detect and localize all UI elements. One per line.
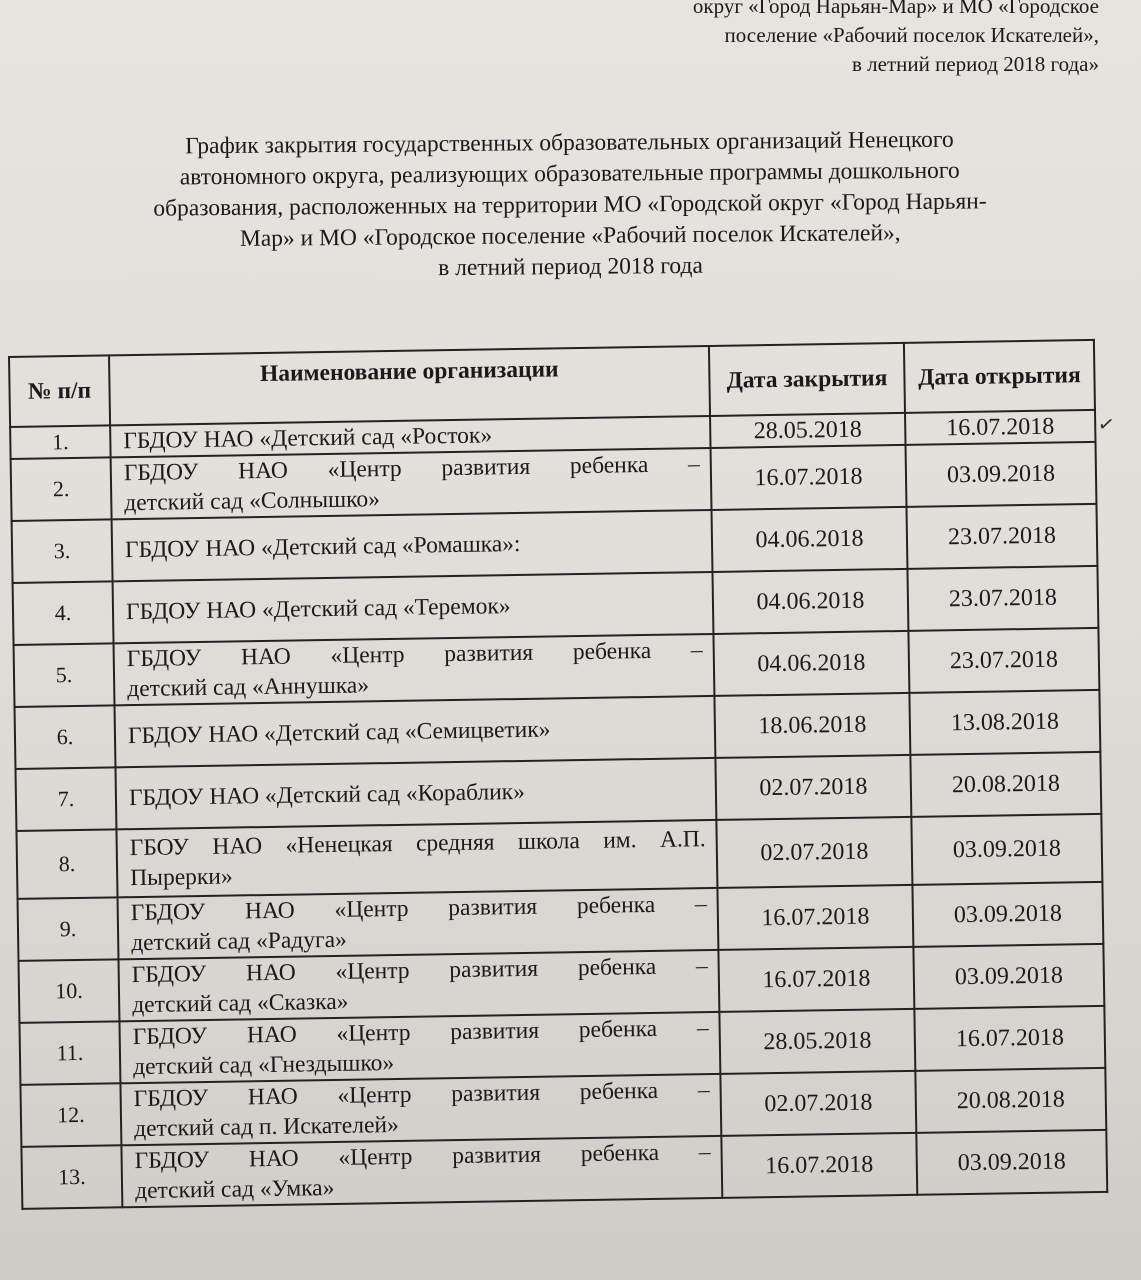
organization-name-line: детский сад «Гнездышко» — [132, 1050, 395, 1081]
row-number: 11. — [19, 1021, 120, 1085]
row-number: 8. — [16, 829, 117, 899]
organization-name — [116, 820, 717, 897]
row-number: 7. — [15, 767, 116, 831]
organization-name-line: ГБДОУ НАО «Центр развития ребенка – — [131, 953, 708, 989]
organization-name — [115, 758, 716, 829]
document-title — [59, 124, 1080, 288]
organization-name-line: ГБДОУ НАО «Детский сад «Росток» — [123, 422, 493, 455]
organization-name-line: ГБДОУ НАО «Центр развития ребенка – — [130, 891, 707, 927]
organization-name — [112, 510, 713, 581]
header-line: округ «Город Нарьян-Мар» и МО «Городское — [692, 0, 1099, 18]
open-date: 13.08.2018 — [909, 690, 1100, 755]
header-close-date: Дата закрытия — [709, 343, 905, 416]
organization-name — [118, 888, 719, 959]
open-date: 03.09.2018 — [912, 882, 1103, 947]
row-number: 13. — [21, 1145, 122, 1209]
row-number: 2. — [11, 457, 112, 521]
row-number: 12. — [20, 1083, 121, 1147]
organization-name — [114, 634, 715, 705]
organization-name — [118, 950, 719, 1021]
schedule-table — [8, 339, 1108, 1210]
close-date: 16.07.2018 — [721, 1133, 917, 1198]
row-number: 10. — [19, 959, 120, 1023]
row-number: 4. — [13, 581, 114, 645]
organization-name — [119, 1012, 720, 1083]
header-number: № п/п — [9, 355, 110, 427]
close-date: 02.07.2018 — [716, 817, 912, 888]
organization-name-line: ГБДОУ НАО «Центр развития ребенка – — [132, 1015, 709, 1051]
close-date: 04.06.2018 — [713, 631, 909, 696]
header-line: в летний период 2018 года» — [852, 52, 1099, 76]
organization-name-line: детский сад «Аннушка» — [127, 672, 370, 703]
row-number: 9. — [18, 897, 119, 961]
checkmark-icon: ✓ — [1096, 410, 1117, 438]
organization-name-line: Пырерки» — [130, 863, 233, 892]
open-date: 03.09.2018 — [913, 944, 1104, 1009]
open-date: 16.07.2018 — [914, 1006, 1105, 1071]
close-date: 04.06.2018 — [712, 507, 908, 572]
header-open-date: Дата открытия — [904, 340, 1095, 413]
open-date: 20.08.2018 — [915, 1068, 1106, 1133]
organization-name-line: детский сад п. Искателей» — [133, 1111, 399, 1143]
title-line: Мар» и МО «Городское поселение «Рабочий поселок Искателей», — [239, 220, 901, 252]
organization-name-line: детский сад «Радуга» — [131, 926, 347, 957]
open-date: 20.08.2018 — [910, 752, 1101, 817]
title-line: График закрытия государственных образовательных организаций Ненецкого — [185, 126, 954, 160]
open-date: 03.09.2018 — [911, 814, 1102, 885]
open-date: 23.07.2018 — [908, 628, 1099, 693]
close-date: 16.07.2018 — [717, 885, 913, 950]
table-body — [10, 410, 1107, 1209]
close-date: 28.05.2018 — [710, 413, 905, 448]
organization-name-line: ГБДОУ НАО «Центр развития ребенка – — [133, 1077, 710, 1113]
organization-name-line: детский сад «Умка» — [134, 1174, 335, 1205]
open-date: 23.07.2018 — [907, 566, 1098, 631]
row-number: 3. — [12, 519, 113, 583]
organization-name-line: ГБДОУ НАО «Детский сад «Ромашка»: — [124, 530, 521, 564]
organization-name-line: ГБДОУ НАО «Центр развития ребенка – — [134, 1139, 711, 1175]
close-date: 16.07.2018 — [711, 445, 907, 510]
organization-name-line: ГБОУ НАО «Ненецкая средняя школа им. А.П. — [129, 826, 706, 862]
title-line: образования, расположенных на территории МО «Городской округ «Город Нарьян- — [153, 188, 987, 222]
organization-name-line: ГБДОУ НАО «Детский сад «Теремок» — [125, 593, 511, 626]
organization-name — [115, 696, 716, 767]
close-date: 02.07.2018 — [720, 1071, 916, 1136]
row-number: 5. — [14, 643, 115, 707]
organization-name-line: ГБДОУ НАО «Центр развития ребенка – — [123, 451, 700, 487]
row-number: 1. — [10, 425, 110, 459]
schedule-table-wrapper — [8, 339, 1111, 1210]
open-date: 03.09.2018 — [916, 1130, 1107, 1195]
close-date: 16.07.2018 — [718, 947, 914, 1012]
organization-name — [120, 1074, 721, 1145]
open-date: 03.09.2018 — [906, 442, 1097, 507]
row-number: 6. — [15, 705, 116, 769]
organization-name-line: ГБДОУ НАО «Центр развития ребенка – — [126, 637, 703, 673]
header-reference — [693, 0, 1099, 79]
header-line: поселение «Рабочий поселок Искателей», — [724, 23, 1099, 47]
organization-name-line: детский сад «Солнышко» — [124, 486, 381, 517]
close-date: 28.05.2018 — [719, 1009, 915, 1074]
organization-name-line: детский сад «Сказка» — [132, 988, 349, 1019]
title-line: в летний период 2018 года — [438, 252, 703, 282]
organization-name — [121, 1136, 722, 1207]
close-date: 18.06.2018 — [714, 693, 910, 758]
title-line: автономного округа, реализующих образовательные программы дошкольного — [179, 157, 960, 191]
organization-name — [113, 572, 714, 643]
organization-name — [111, 448, 712, 519]
close-date: 02.07.2018 — [715, 755, 911, 820]
open-date: 23.07.2018 — [906, 504, 1097, 569]
organization-name-line: ГБДОУ НАО «Детский сад «Семицветик» — [127, 716, 551, 750]
close-date: 04.06.2018 — [712, 569, 908, 634]
open-date: 16.07.2018 — [905, 410, 1095, 445]
header-organization-name: Наименование организации — [109, 346, 710, 425]
organization-name-line: ГБДОУ НАО «Детский сад «Кораблик» — [128, 778, 526, 812]
